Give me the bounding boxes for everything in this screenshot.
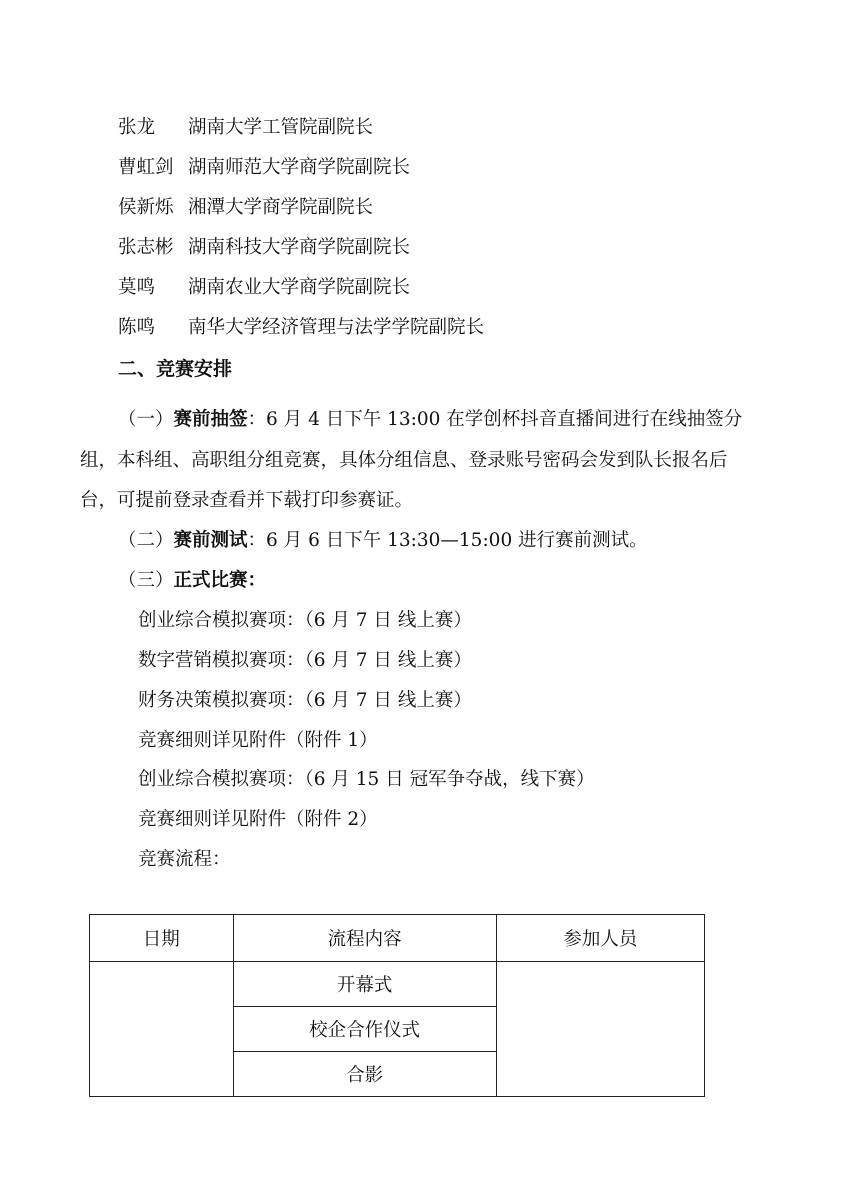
committee-title: 南华大学经济管理与法学学院副院长	[188, 317, 485, 338]
committee-title: 湘潭大学商学院副院长	[188, 197, 374, 218]
table-header-row	[90, 915, 705, 962]
item-text: ：6 月 4 日下午 13:00 在学创杯抖音直播间进行在线抽签分	[247, 409, 743, 430]
schedule-line: 数字营销模拟赛项：（6 月 7 日 线上赛）	[138, 650, 472, 671]
table-cell: 校企合作仪式	[233, 1007, 496, 1052]
committee-title: 湖南师范大学商学院副院长	[188, 157, 411, 178]
committee-name: 曹虹剑	[118, 157, 174, 178]
item-prefix: （二）	[118, 530, 174, 551]
paragraph-line: 组，本科组、高职组分组竞赛，具体分组信息、登录账号密码会发到队长报名后	[80, 450, 728, 471]
paragraph-line: 台，可提前登录查看并下载打印参赛证。	[80, 490, 414, 511]
schedule-line: 竞赛细则详见附件（附件 2）	[138, 809, 378, 830]
committee-row	[118, 277, 410, 299]
committee-row	[118, 117, 373, 139]
schedule-line: 竞赛细则详见附件（附件 1）	[138, 730, 378, 751]
table-cell: 合影	[233, 1052, 496, 1097]
paragraph-draw	[118, 409, 742, 431]
committee-name: 侯新烁	[118, 197, 174, 218]
section-heading: 二、竞赛安排	[118, 358, 233, 380]
item-label: 赛前抽签	[173, 409, 248, 430]
table-cell: 开幕式	[233, 962, 496, 1007]
table-participants-cell	[496, 962, 704, 1097]
committee-row	[118, 237, 410, 259]
item-label: 赛前测试	[173, 530, 248, 551]
item-text: ：6 月 6 日下午 13:30—15:00 进行赛前测试。	[247, 530, 648, 551]
table-header-cell: 日期	[90, 915, 234, 962]
schedule-line: 竞赛流程：	[138, 849, 231, 870]
item-label: 正式比赛：	[173, 570, 267, 591]
committee-row	[118, 197, 373, 219]
committee-row	[118, 157, 410, 179]
table-header-cell: 流程内容	[233, 915, 496, 962]
committee-title: 湖南农业大学商学院副院长	[188, 277, 411, 298]
schedule-line: 创业综合模拟赛项：（6 月 15 日 冠军争夺战，线下赛）	[138, 769, 595, 790]
table-header-cell: 参加人员	[496, 915, 704, 962]
paragraph-test	[118, 530, 648, 552]
table-row	[90, 962, 705, 1007]
committee-name: 张龙	[118, 117, 156, 138]
item-prefix: （一）	[118, 409, 174, 430]
schedule-line: 财务决策模拟赛项：（6 月 7 日 线上赛）	[138, 690, 472, 711]
committee-name: 张志彬	[118, 237, 174, 258]
committee-name: 陈鸣	[118, 317, 156, 338]
committee-title: 湖南大学工管院副院长	[188, 117, 374, 138]
paragraph-formal	[118, 570, 266, 592]
table-date-cell	[90, 962, 234, 1097]
flow-table	[89, 914, 705, 1097]
committee-title: 湖南科技大学商学院副院长	[188, 237, 411, 258]
schedule-line: 创业综合模拟赛项：（6 月 7 日 线上赛）	[138, 610, 472, 631]
committee-name: 莫鸣	[118, 277, 156, 298]
committee-row	[118, 317, 484, 339]
item-prefix: （三）	[118, 570, 174, 591]
